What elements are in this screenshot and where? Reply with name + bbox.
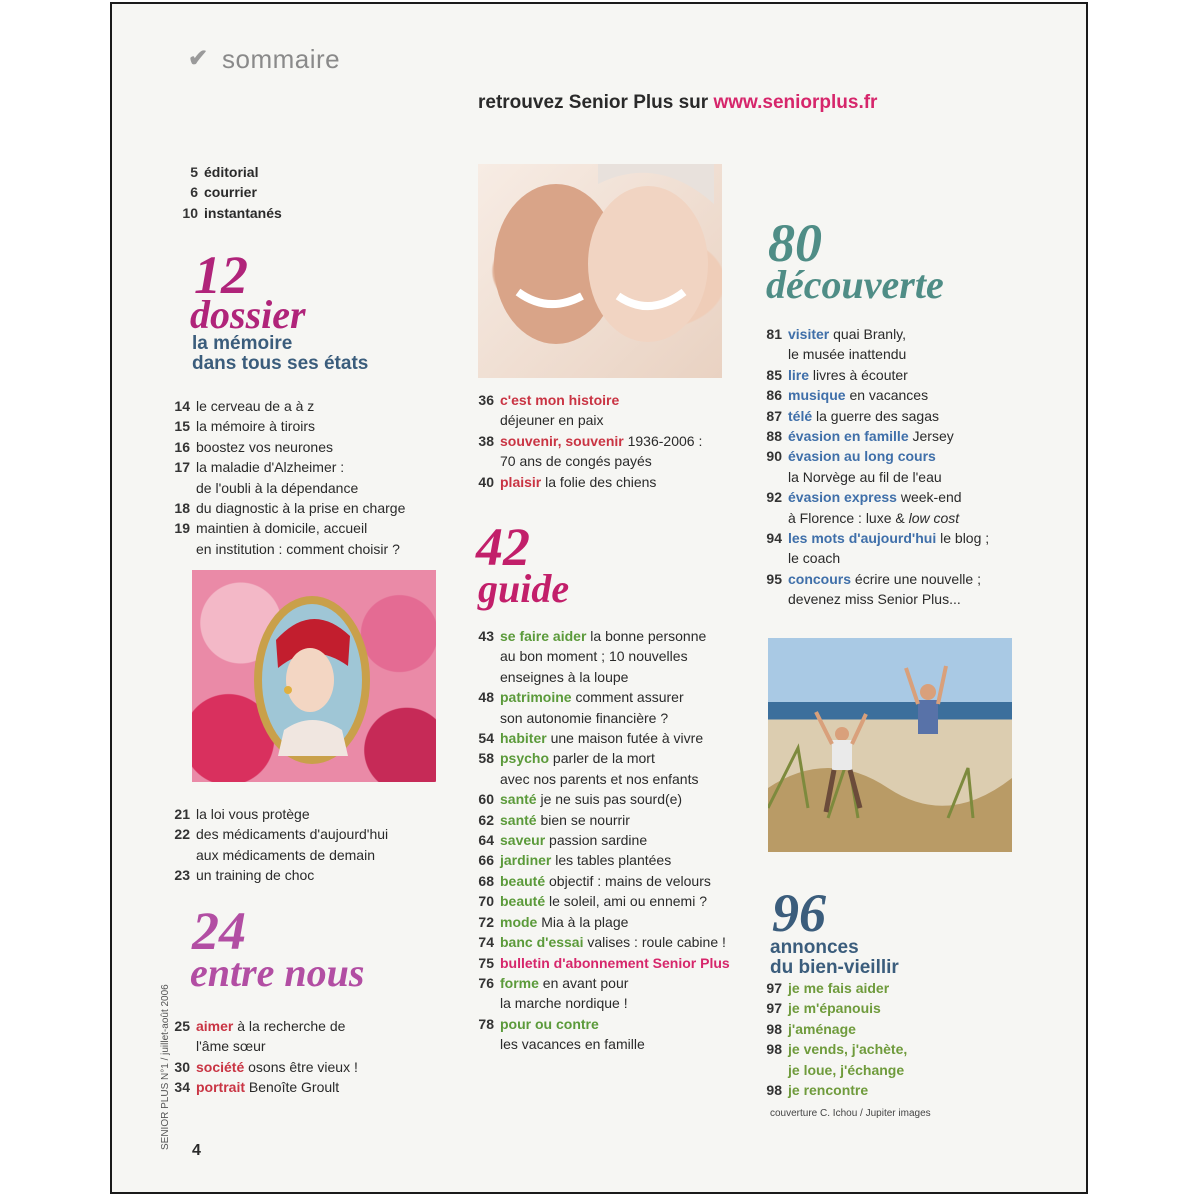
toc-entry[interactable]: [474, 390, 702, 410]
dossier-list: [170, 396, 405, 559]
entry-text: maintien à domicile, accueil: [196, 520, 368, 537]
page-ref-number: 98: [766, 1041, 782, 1058]
entry-text: le cerveau de a à z: [196, 398, 315, 414]
people-jumping-on-dunes-icon: [768, 638, 1012, 852]
entry-text: son autonomie financière ?: [500, 709, 669, 726]
middle-list: [474, 390, 702, 492]
entry-text: Jersey: [912, 428, 954, 445]
website-prefix: retrouvez Senior Plus sur: [478, 92, 709, 113]
toc-entry[interactable]: [170, 804, 388, 824]
page-ref-number: 25: [174, 1018, 190, 1034]
guide-list: [474, 626, 730, 1055]
toc-entry[interactable]: [762, 1019, 907, 1039]
cover-credit: couverture C. Ichou / Jupiter images: [770, 1108, 931, 1119]
page-number: 4: [192, 1142, 201, 1159]
rubric-tag: santé: [500, 811, 537, 828]
entry-text: parler de la mort: [552, 750, 655, 767]
toc-entry[interactable]: [474, 789, 730, 809]
toc-entry[interactable]: [474, 810, 730, 830]
rubric-tag: société: [196, 1058, 245, 1075]
toc-entry[interactable]: [474, 431, 702, 451]
toc-entry[interactable]: [170, 416, 405, 436]
rubric-tag: jardiner: [500, 852, 552, 869]
toc-entry[interactable]: [170, 1057, 358, 1077]
toc-entry[interactable]: [474, 667, 730, 687]
rubric-tag: lire: [788, 366, 810, 383]
page-ref-number: 48: [478, 689, 494, 706]
toc-entry[interactable]: [178, 203, 282, 223]
website-line: [478, 92, 877, 114]
page-ref-number: 75: [478, 954, 494, 971]
toc-entry[interactable]: [762, 548, 989, 568]
entry-text: une maison futée à vivre: [550, 730, 704, 747]
toc-entry[interactable]: [762, 528, 989, 548]
rubric-tag: évasion en famille: [788, 428, 909, 445]
toc-entry[interactable]: [762, 385, 989, 405]
entry-text: les tables plantées: [555, 852, 672, 869]
toc-entry[interactable]: [170, 498, 405, 518]
toc-entry[interactable]: [170, 1077, 358, 1097]
annonces-title-line1: annonces: [770, 937, 859, 958]
entry-text: les vacances en famille: [500, 1036, 645, 1053]
dossier-number: 12: [194, 245, 248, 305]
page-ref-number: 98: [766, 1020, 782, 1037]
page-ref-number: 23: [174, 867, 190, 884]
checkmark-icon: ✔: [188, 45, 209, 72]
entre-nous-number: 24: [192, 901, 246, 961]
rubric-tag: souvenir, souvenir: [500, 432, 624, 449]
rubric-tag: aimer: [196, 1018, 234, 1034]
entry-text: le soleil, ami ou ennemi ?: [549, 893, 707, 910]
page-ref-number: 85: [766, 366, 782, 383]
toc-entry[interactable]: [762, 344, 989, 364]
toc-entry[interactable]: [170, 396, 405, 416]
annonces-number: 96: [772, 883, 826, 943]
dossier-subtitle-line1: la mémoire: [192, 333, 293, 354]
cameo-portrait-icon: [192, 570, 436, 782]
toc-entry[interactable]: [762, 978, 907, 998]
page-ref-number: 21: [174, 806, 190, 822]
entry-text: la folie des chiens: [545, 473, 657, 490]
entry-text: l'âme sœur: [196, 1038, 266, 1055]
entre-nous-title: entre nous: [190, 950, 365, 995]
page-ref-number: 70: [478, 893, 494, 910]
rubric-tag: se faire aider: [500, 628, 587, 644]
page-ref-number: 17: [174, 459, 190, 476]
dossier-title: dossier: [190, 292, 306, 337]
entry-text: passion sardine: [549, 832, 648, 849]
entry-text: des médicaments d'aujourd'hui: [196, 826, 389, 843]
rubric-tag: banc d'essai: [500, 934, 584, 951]
entry-text: le blog ;: [940, 530, 990, 547]
entry-text: le coach: [788, 550, 841, 567]
toc-entry[interactable]: [474, 1034, 730, 1054]
rubric-tag: concours: [788, 570, 852, 587]
entry-text: en vacances: [849, 387, 929, 404]
rubric-tag: je vends, j'achète,: [788, 1041, 908, 1058]
rubric-tag: musique: [788, 387, 846, 404]
dossier-subtitle: [192, 334, 368, 374]
rubric-tag: les mots d'aujourd'hui: [788, 530, 937, 547]
rubric-tag: évasion au long cours: [788, 448, 936, 465]
entry-text: 1936-2006 :: [627, 432, 703, 449]
page-ref-number: 40: [478, 473, 494, 490]
rubric-tag: je rencontre: [788, 1082, 869, 1099]
page-ref-number: 86: [766, 387, 782, 404]
entry-text: devenez miss Senior Plus...: [788, 591, 961, 608]
couple-smiling-icon: [478, 164, 722, 378]
toc-entry[interactable]: [474, 410, 702, 430]
toc-entry[interactable]: [170, 824, 388, 844]
toc-entry[interactable]: [762, 324, 989, 344]
rubric-tag: psycho: [500, 750, 550, 767]
toc-entry[interactable]: [170, 865, 388, 885]
toc-entry[interactable]: [170, 437, 405, 457]
entry-text: la Norvège au fil de l'eau: [788, 468, 942, 485]
entry-text: Mia à la plage: [541, 913, 629, 930]
entry-text: la bonne personne: [590, 628, 707, 644]
entry-text: un training de choc: [196, 867, 315, 884]
toc-entry[interactable]: [178, 182, 282, 202]
toc-entry[interactable]: [474, 993, 730, 1013]
website-link[interactable]: www.seniorplus.fr: [713, 92, 878, 113]
entry-text: enseignes à la loupe: [500, 668, 629, 685]
couple-photo-image: [478, 164, 722, 378]
entry-text: livres à écouter: [812, 366, 908, 383]
toc-entry[interactable]: [170, 845, 388, 865]
guide-number: 42: [476, 517, 530, 577]
page-ref-number: 58: [478, 750, 494, 767]
toc-entry[interactable]: [474, 953, 730, 973]
page-ref-number: 87: [766, 407, 782, 424]
entry-text: aux médicaments de demain: [196, 846, 375, 863]
rubric-tag: plaisir: [500, 473, 542, 490]
decouverte-title: découverte: [766, 262, 944, 307]
rubric-tag: forme: [500, 974, 539, 991]
entre-nous-list: [170, 1016, 358, 1098]
rubric-tag: saveur: [500, 832, 546, 849]
page-ref-number: 90: [766, 448, 782, 465]
intro-list: [178, 162, 282, 223]
toc-entry[interactable]: [474, 708, 730, 728]
page-ref-number: 54: [478, 730, 494, 747]
decouverte-list: [762, 324, 989, 610]
page-ref-number: 97: [766, 980, 782, 996]
page-ref-number: 88: [766, 428, 782, 445]
page-ref-number: 30: [174, 1058, 190, 1075]
annonces-title: [770, 938, 899, 978]
entry-text: de l'oubli à la dépendance: [196, 479, 359, 496]
page-ref-number: 38: [478, 432, 494, 449]
magazine-page: [110, 2, 1088, 1194]
page-ref-number: 16: [174, 438, 190, 455]
page-ref-number: 43: [478, 628, 494, 644]
entry-text: éditorial: [204, 164, 259, 180]
entry-text: écrire une nouvelle ;: [854, 570, 981, 587]
entry-text: la marche nordique !: [500, 995, 628, 1012]
entry-text: Benoîte Groult: [248, 1079, 340, 1096]
entry-text: la mémoire à tiroirs: [196, 418, 316, 435]
toc-entry[interactable]: [170, 1036, 358, 1056]
toc-entry[interactable]: [170, 1016, 358, 1036]
rubric-tag: télé: [788, 407, 813, 424]
toc-entry[interactable]: [474, 748, 730, 768]
toc-entry[interactable]: [474, 769, 730, 789]
page-ref-number: 15: [174, 418, 190, 435]
toc-entry[interactable]: [474, 451, 702, 471]
toc-entry[interactable]: [474, 850, 730, 870]
entry-text: boostez vos neurones: [196, 438, 333, 455]
entry-text: déjeuner en paix: [500, 412, 604, 429]
toc-entry[interactable]: [474, 646, 730, 666]
entry-text: osons être vieux !: [248, 1058, 358, 1075]
toc-entry[interactable]: [474, 626, 730, 646]
entry-text: en institution : comment choisir ?: [196, 540, 400, 557]
entry-text: à Florence : luxe & low cost: [788, 509, 960, 526]
toc-entry[interactable]: [474, 472, 702, 492]
toc-entry[interactable]: [474, 728, 730, 748]
toc-entry[interactable]: [762, 487, 989, 507]
entry-text: quai Branly,: [833, 326, 907, 342]
toc-entry[interactable]: [762, 569, 989, 589]
toc-entry[interactable]: [474, 871, 730, 891]
toc-entry[interactable]: [762, 406, 989, 426]
rubric-tag: j'aménage: [788, 1020, 856, 1037]
toc-entry[interactable]: [474, 830, 730, 850]
page-ref-number: 81: [766, 326, 782, 342]
page-ref-number: 18: [174, 500, 190, 517]
toc-entry[interactable]: [170, 457, 405, 477]
entry-text: à la recherche de: [237, 1018, 346, 1034]
toc-entry[interactable]: [762, 589, 989, 609]
toc-entry[interactable]: [762, 426, 989, 446]
rubric-tag: mode: [500, 913, 538, 930]
decouverte-number: 80: [768, 213, 822, 273]
entry-text: bien se nourrir: [540, 811, 630, 828]
entry-text: comment assurer: [575, 689, 684, 706]
rubric-tag: c'est mon histoire: [500, 392, 620, 408]
toc-entry[interactable]: [474, 1014, 730, 1034]
rubric-tag: santé: [500, 791, 537, 808]
page-ref-number: 92: [766, 489, 782, 506]
entry-text: en avant pour: [542, 974, 629, 991]
toc-entry[interactable]: [762, 1060, 907, 1080]
toc-entry[interactable]: [474, 687, 730, 707]
portrait-painting-image: [192, 570, 436, 782]
rubric-tag: portrait: [196, 1079, 245, 1096]
page-ref-number: 14: [174, 398, 190, 414]
toc-entry[interactable]: [762, 1080, 907, 1100]
beach-jump-photo-image: [768, 638, 1012, 852]
rubric-tag: je m'épanouis: [788, 1000, 881, 1017]
page-ref-number: 98: [766, 1082, 782, 1099]
page-ref-number: 94: [766, 530, 782, 547]
toc-entry[interactable]: [474, 891, 730, 911]
entry-text: la guerre des sagas: [816, 407, 939, 424]
page-ref-number: 10: [182, 204, 198, 221]
toc-entry[interactable]: [762, 365, 989, 385]
toc-entry[interactable]: [762, 1039, 907, 1059]
entry-text: objectif : mains de velours: [549, 872, 711, 889]
rubric-tag: pour ou contre: [500, 1015, 599, 1032]
toc-entry[interactable]: [178, 162, 282, 182]
rubric-tag: beauté: [500, 893, 546, 910]
page-ref-number: 72: [478, 913, 494, 930]
entry-text: courrier: [204, 184, 257, 201]
page-ref-number: 68: [478, 872, 494, 889]
entry-text: la loi vous protège: [196, 806, 310, 822]
toc-entry[interactable]: [170, 518, 405, 538]
entry-text: week-end: [900, 489, 962, 506]
dossier-list-2: [170, 804, 388, 886]
page-ref-number: 97: [766, 1000, 782, 1017]
page-ref-number: 6: [190, 184, 198, 201]
rubric-tag: je me fais aider: [788, 980, 890, 996]
rubric-tag: je loue, j'échange: [788, 1061, 905, 1078]
entry-text: du diagnostic à la prise en charge: [196, 500, 406, 517]
page-ref-number: 22: [174, 826, 190, 843]
page-ref-number: 74: [478, 934, 494, 951]
annonces-list: [762, 978, 907, 1100]
rubric-tag: visiter: [788, 326, 830, 342]
entry-text: au bon moment ; 10 nouvelles: [500, 648, 688, 665]
toc-entry[interactable]: [762, 998, 907, 1018]
page-ref-number: 76: [478, 974, 494, 991]
entry-text: 70 ans de congés payés: [500, 453, 652, 470]
page-ref-number: 64: [478, 832, 494, 849]
rubric-tag: patrimoine: [500, 689, 572, 706]
entry-text: je ne suis pas sourd(e): [540, 791, 683, 808]
page-ref-number: 95: [766, 570, 782, 587]
entry-text: valises : roule cabine !: [587, 934, 726, 951]
page-ref-number: 66: [478, 852, 494, 869]
toc-entry[interactable]: [170, 478, 405, 498]
issue-vertical-label: SENIOR PLUS N°1 / juillet-août 2006: [160, 984, 171, 1150]
toc-entry[interactable]: [762, 467, 989, 487]
toc-entry[interactable]: [762, 446, 989, 466]
rubric-tag: habiter: [500, 730, 547, 747]
annonces-title-line2: du bien-vieillir: [770, 957, 899, 978]
entry-text: avec nos parents et nos enfants: [500, 770, 699, 787]
page-ref-number: 60: [478, 791, 494, 808]
guide-title: guide: [478, 566, 570, 611]
toc-entry[interactable]: [474, 932, 730, 952]
page-ref-number: 36: [478, 392, 494, 408]
toc-entry[interactable]: [474, 973, 730, 993]
dossier-subtitle-line2: dans tous ses états: [192, 353, 369, 374]
entry-text: le musée inattendu: [788, 346, 907, 363]
page-ref-number: 78: [478, 1015, 494, 1032]
page-ref-number: 5: [190, 164, 198, 180]
rubric-tag: évasion express: [788, 489, 897, 506]
page-ref-number: 62: [478, 811, 494, 828]
rubric-tag: bulletin d'abonnement Senior Plus: [500, 954, 730, 971]
entry-text: instantanés: [204, 204, 282, 221]
rubric-tag: beauté: [500, 872, 546, 889]
toc-entry[interactable]: [474, 912, 730, 932]
page-ref-number: 19: [174, 520, 190, 537]
entry-text: la maladie d'Alzheimer :: [196, 459, 345, 476]
page-ref-number: 34: [174, 1079, 190, 1096]
toc-entry[interactable]: [762, 508, 989, 528]
toc-entry[interactable]: [170, 539, 405, 559]
page-title: sommaire: [222, 44, 341, 74]
